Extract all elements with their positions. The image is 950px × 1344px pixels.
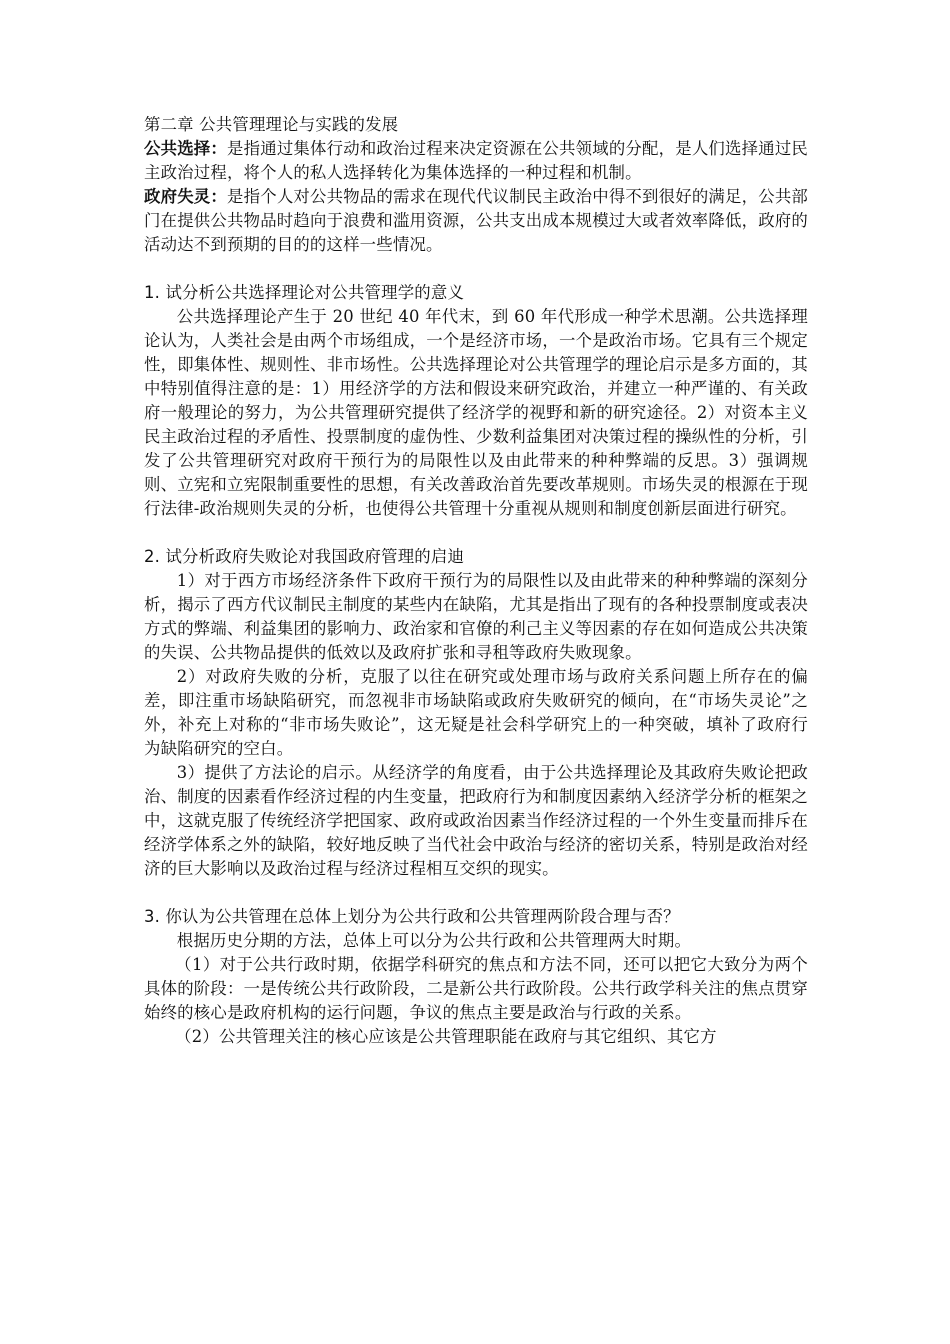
question-2-answer-point-2: 2）对政府失败的分析，克服了以往在研究或处理市场与政府关系问题上所存在的偏差，即注重市场缺陷研究，而忽视非市场缺陷或政府失败研究的倾向，在“市场失灵论”之外，补充上对称的“非市场失败论”，这无疑是社会科学研究上的一种突破，填补了政府行为缺陷研究的空白。 [144, 667, 808, 758]
definition-public-choice [144, 137, 808, 185]
question-1-title: 1. 试分析公共选择理论对公共管理学的意义 [144, 283, 465, 302]
definition-text: 是指个人对公共物品的需求在现代代议制民主政治中得不到很好的满足，公共部门在提供公共物品时趋向于浪费和滥用资源，公共支出成本规模过大或者效率降低，政府的活动达不到预期的目的的这样一些情况。 [144, 187, 809, 254]
question-3-answer-point-2: （2）公共管理关注的核心应该是公共管理职能在政府与其它组织、其它方 [175, 1027, 717, 1046]
blank-line [144, 521, 808, 545]
question-2-answer-point-3: 3）提供了方法论的启示。从经济学的角度看，由于公共选择理论及其政府失败论把政治、制度的因素看作经济过程的内生变量，把政府行为和制度因素纳入经济学分析的框架之中，这就克服了传统经济学把国家、政府或政治因素当作经济过程的一个外生变量而排斥在经济学体系之外的缺陷，较好地反映了当代社会中政治与经济的密切关系，特别是政治对经济的巨大影响以及政治过程与经济过程相互交织的现实。 [144, 763, 808, 878]
blank-line [144, 881, 808, 905]
question-3-title: 3. 你认为公共管理在总体上划分为公共行政和公共管理两阶段合理与否？ [144, 907, 680, 926]
question-1-answer: 公共选择理论产生于 20 世纪 40 年代末，到 60 年代形成一种学术思潮。公共选择理论认为，人类社会是由两个市场组成，一个是经济市场，一个是政治市场。它具有三个规定性，即集体性、规则性、非市场性。公共选择理论对公共管理学的理论启示是多方面的，其中特别值得注意的是：1）用经济学的方法和假设来研究政治，并建立一种严谨的、有关政府一般理论的努力，为公共管理研究提供了经济学的视野和新的研究途径。2）对资本主义民主政治过程的矛盾性、投票制度的虚伪性、少数利益集团对决策过程的操纵性的分析，引发了公共管理研究对政府干预行为的局限性以及由此带来的种种弊端的反思。3）强调规则、立宪和立宪限制重要性的思想，有关改善政治首先要改革规则。市场失灵的根源在于现行法律-政治规则失灵的分析，也使得公共管理十分重视从规则和制度创新层面进行研究。 [144, 307, 808, 518]
document-page [144, 113, 808, 1049]
question-3-answer-point-1: （1）对于公共行政时期，依据学科研究的焦点和方法不同，还可以把它大致分为两个具体的阶段：一是传统公共行政阶段，二是新公共行政阶段。公共行政学科关注的焦点贯穿始终的核心是政府机构的运行问题，争议的焦点主要是政治与行政的关系。 [144, 955, 808, 1022]
question-2-title: 2. 试分析政府失败论对我国政府管理的启迪 [144, 547, 465, 566]
chapter-title: 第二章 公共管理理论与实践的发展 [144, 115, 399, 134]
blank-line [144, 257, 808, 281]
definition-government-failure [144, 185, 808, 257]
question-3-answer-intro: 根据历史分期的方法，总体上可以分为公共行政和公共管理两大时期。 [176, 931, 692, 950]
question-2-answer-point-1: 1）对于西方市场经济条件下政府干预行为的局限性以及由此带来的种种弊端的深刻分析，揭示了西方代议制民主制度的某些内在缺陷，尤其是指出了现有的各种投票制度或表决方式的弊端、利益集团的影响力、政治家和官僚的利己主义等因素的存在如何造成公共决策的失误、公共物品提供的低效以及政府扩张和寻租等政府失败现象。 [144, 571, 808, 662]
definition-term: 政府失灵： [144, 187, 228, 206]
definition-text: 是指通过集体行动和政治过程来决定资源在公共领域的分配，是人们选择通过民主政治过程，将个人的私人选择转化为集体选择的一种过程和机制。 [144, 139, 809, 182]
definition-term: 公共选择： [144, 139, 228, 158]
